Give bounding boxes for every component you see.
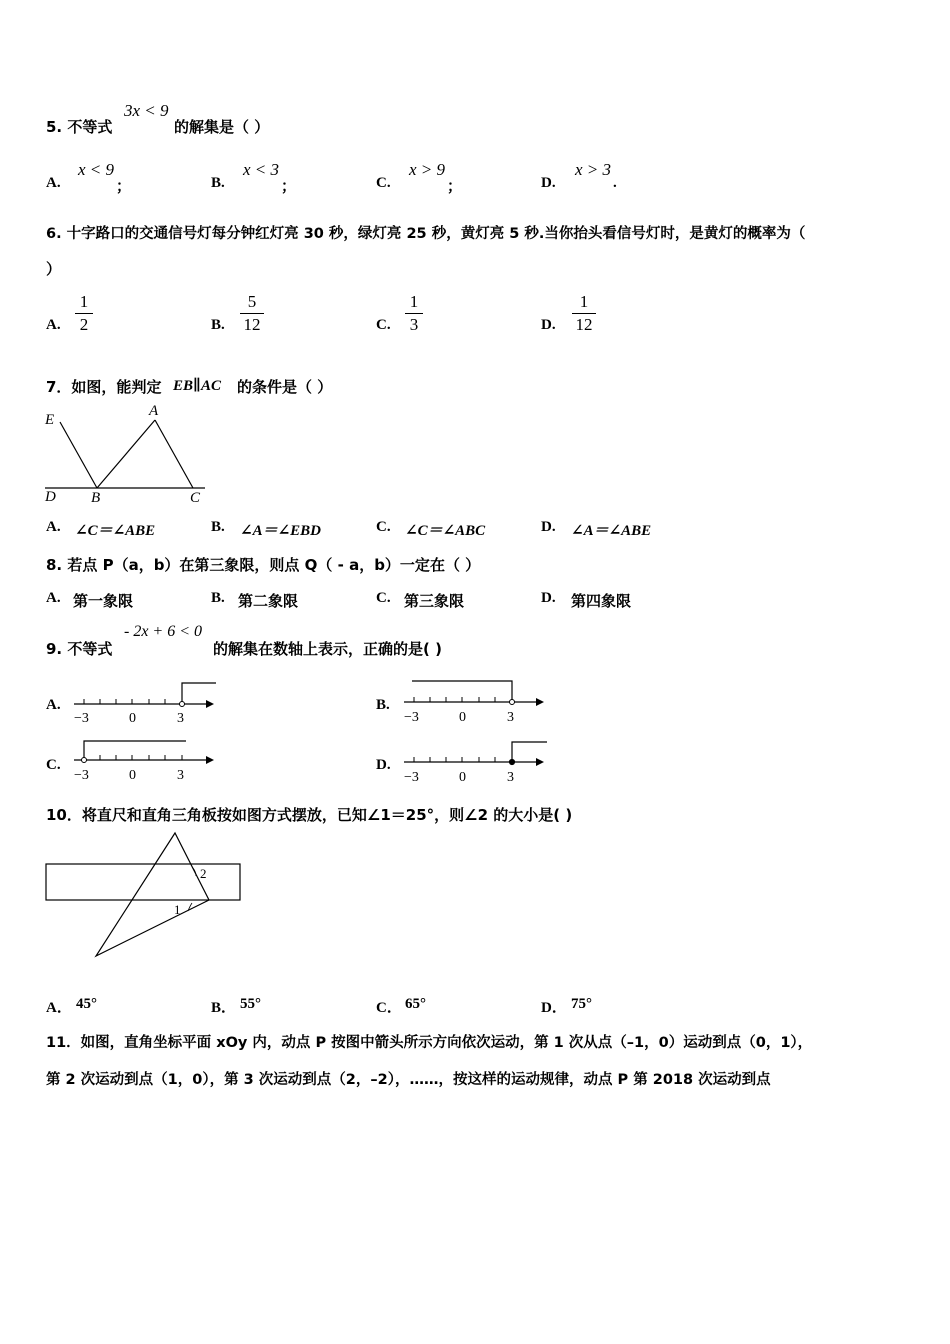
q8-option-a-label: A. bbox=[46, 590, 61, 606]
q11-text-line2: 第 2 次运动到点（1，0），第 3 次运动到点（2，–2），……，按这样的运动规律，动点 P 第 2018 次运动到点 bbox=[46, 1072, 771, 1088]
q7-option-c-label: C. bbox=[376, 519, 391, 535]
q7-option-b: ∠A＝∠EBD bbox=[240, 523, 321, 539]
point-e-label: E bbox=[45, 412, 55, 428]
arrow-icon bbox=[536, 698, 544, 706]
q7-parallel-expr: EB∥AC bbox=[173, 378, 221, 394]
tick-label-3: 3 bbox=[177, 711, 184, 726]
q9-inequality: - 2x + 6 < 0 bbox=[124, 623, 203, 640]
q10-figure bbox=[40, 828, 250, 963]
q10-option-b-label: B． bbox=[211, 1000, 237, 1016]
tick-label-3: 3 bbox=[507, 710, 514, 725]
q5-option-c: x > 9 bbox=[409, 160, 446, 179]
q5-option-a: x < 9 bbox=[78, 160, 115, 179]
q6-option-b-numerator: 5 bbox=[247, 292, 257, 311]
q7-prefix: 7．如图，能判定 bbox=[46, 378, 162, 396]
q5-suffix: 的解集是（ ） bbox=[174, 118, 270, 136]
q6-option-b-denominator: 12 bbox=[243, 315, 261, 334]
q5-prefix: 5. 不等式 bbox=[46, 118, 113, 136]
q6-option-d-fraction bbox=[572, 292, 596, 335]
q8-option-c-label: C. bbox=[376, 590, 391, 606]
q6-option-a-fraction bbox=[75, 292, 93, 335]
segment-eb bbox=[60, 422, 97, 488]
q9-option-b-number-line bbox=[398, 678, 553, 728]
tick-label-0: 0 bbox=[129, 711, 136, 726]
q6-option-a-label: A. bbox=[46, 317, 61, 333]
q8-text: 8. 若点 P（a，b）在第三象限，则点 Q（ - a，b）一定在（ ） bbox=[46, 556, 481, 574]
angle-2-label: 2 bbox=[200, 866, 207, 881]
tick-label-neg3: −3 bbox=[404, 710, 419, 725]
q9-option-d-label: D. bbox=[376, 757, 391, 773]
q5-option-b-tail: ； bbox=[281, 179, 297, 195]
q6-option-c-fraction bbox=[405, 292, 423, 335]
tick-label-neg3: −3 bbox=[74, 711, 89, 726]
arrow-icon bbox=[206, 700, 214, 708]
q5-option-b: x < 3 bbox=[243, 160, 280, 179]
tick-label-0: 0 bbox=[129, 768, 136, 783]
arrow-icon bbox=[536, 758, 544, 766]
q9-option-a-label: A. bbox=[46, 697, 61, 713]
q8-option-a: 第一象限 bbox=[73, 592, 134, 610]
q8-option-d: 第四象限 bbox=[571, 592, 632, 610]
open-endpoint bbox=[180, 702, 185, 707]
q6-option-a-denominator: 2 bbox=[79, 315, 89, 334]
q6-option-d-denominator: 12 bbox=[575, 315, 593, 334]
q8-option-b: 第二象限 bbox=[238, 592, 299, 610]
q6-option-c-numerator: 1 bbox=[409, 292, 419, 311]
tick-label-neg3: −3 bbox=[404, 770, 419, 785]
open-endpoint bbox=[82, 758, 87, 763]
tick-label-3: 3 bbox=[177, 768, 184, 783]
q11-text-line1: 11．如图，直角坐标平面 xOy 内，动点 P 按图中箭头所示方向依次运动，第 1 次从点（–1，0）运动到点（0，1）， bbox=[46, 1035, 813, 1051]
set-square bbox=[96, 833, 209, 956]
q5-option-d: x > 3 bbox=[575, 160, 612, 179]
q10-option-a-label: A． bbox=[46, 1000, 72, 1016]
q8-option-d-label: D. bbox=[541, 590, 556, 606]
solution-bracket bbox=[512, 742, 547, 762]
tick-label-3: 3 bbox=[507, 770, 514, 785]
point-d-label: D bbox=[45, 489, 56, 505]
tick-label-0: 0 bbox=[459, 710, 466, 725]
q7-option-a-label: A. bbox=[46, 519, 61, 535]
q6-option-d-numerator: 1 bbox=[579, 292, 589, 311]
q10-option-d-label: D． bbox=[541, 1000, 567, 1016]
q5-option-d-tail: . bbox=[613, 175, 617, 191]
point-b-label: B bbox=[91, 490, 101, 506]
q10-option-c-label: C． bbox=[376, 1000, 402, 1016]
solution-bracket bbox=[182, 683, 216, 704]
q7-figure bbox=[40, 400, 210, 508]
q10-text: 10．将直尺和直角三角板按如图方式摆放，已知∠1＝25°，则∠2 的大小是( ) bbox=[46, 806, 573, 824]
q10-option-d: 75° bbox=[571, 996, 592, 1012]
q5-inequality: 3x < 9 bbox=[124, 101, 169, 120]
q6-text-line1: 6. 十字路口的交通信号灯每分钟红灯亮 30 秒，绿灯亮 25 秒，黄灯亮 5 秒.当你抬头看信号灯时，是黄灯的概率为（ bbox=[46, 226, 806, 242]
q5-option-c-tail: ； bbox=[447, 179, 463, 195]
tick-label-neg3: −3 bbox=[74, 768, 89, 783]
q9-option-d-number-line bbox=[398, 738, 553, 788]
q6-option-c-denominator: 3 bbox=[409, 315, 419, 334]
q7-suffix: 的条件是（ ） bbox=[237, 378, 333, 396]
q9-option-a-number-line bbox=[68, 678, 223, 728]
q6-text-line2: ） bbox=[46, 260, 62, 278]
q8-option-c: 第三象限 bbox=[404, 592, 465, 610]
q10-option-a: 45° bbox=[76, 996, 97, 1012]
segment-ba bbox=[97, 420, 155, 488]
q7-option-c: ∠C＝∠ABC bbox=[405, 523, 486, 539]
q9-option-c-label: C. bbox=[46, 757, 61, 773]
q10-option-c: 65° bbox=[405, 996, 426, 1012]
segment-ac bbox=[155, 420, 193, 488]
q5-option-b-label: B. bbox=[211, 175, 225, 191]
q9-suffix: 的解集在数轴上表示，正确的是( ) bbox=[213, 640, 442, 658]
point-c-label: C bbox=[190, 490, 201, 506]
q5-option-c-label: C. bbox=[376, 175, 391, 191]
q5-option-a-tail: ； bbox=[116, 179, 132, 195]
q6-option-d-label: D. bbox=[541, 317, 556, 333]
tick-label-0: 0 bbox=[459, 770, 466, 785]
q9-option-b-label: B. bbox=[376, 697, 390, 713]
q7-option-b-label: B. bbox=[211, 519, 225, 535]
q10-option-b: 55° bbox=[240, 996, 261, 1012]
q6-option-b-fraction bbox=[240, 292, 264, 335]
q6-option-b-label: B. bbox=[211, 317, 225, 333]
point-a-label: A bbox=[149, 403, 159, 419]
q6-option-a-numerator: 1 bbox=[79, 292, 89, 311]
q8-option-b-label: B. bbox=[211, 590, 225, 606]
q7-option-d-label: D. bbox=[541, 519, 556, 535]
closed-endpoint bbox=[509, 759, 514, 764]
q9-option-c-number-line bbox=[68, 738, 223, 788]
q7-option-d: ∠A＝∠ABE bbox=[571, 523, 652, 539]
q5-option-d-label: D. bbox=[541, 175, 556, 191]
q7-option-a: ∠C＝∠ABE bbox=[75, 523, 156, 539]
angle-1-label: 1 bbox=[174, 902, 181, 917]
q5-option-a-label: A. bbox=[46, 175, 61, 191]
open-endpoint bbox=[510, 700, 515, 705]
arrow-icon bbox=[206, 756, 214, 764]
q9-prefix: 9. 不等式 bbox=[46, 640, 113, 658]
q6-option-c-label: C. bbox=[376, 317, 391, 333]
solution-bracket bbox=[84, 741, 186, 760]
